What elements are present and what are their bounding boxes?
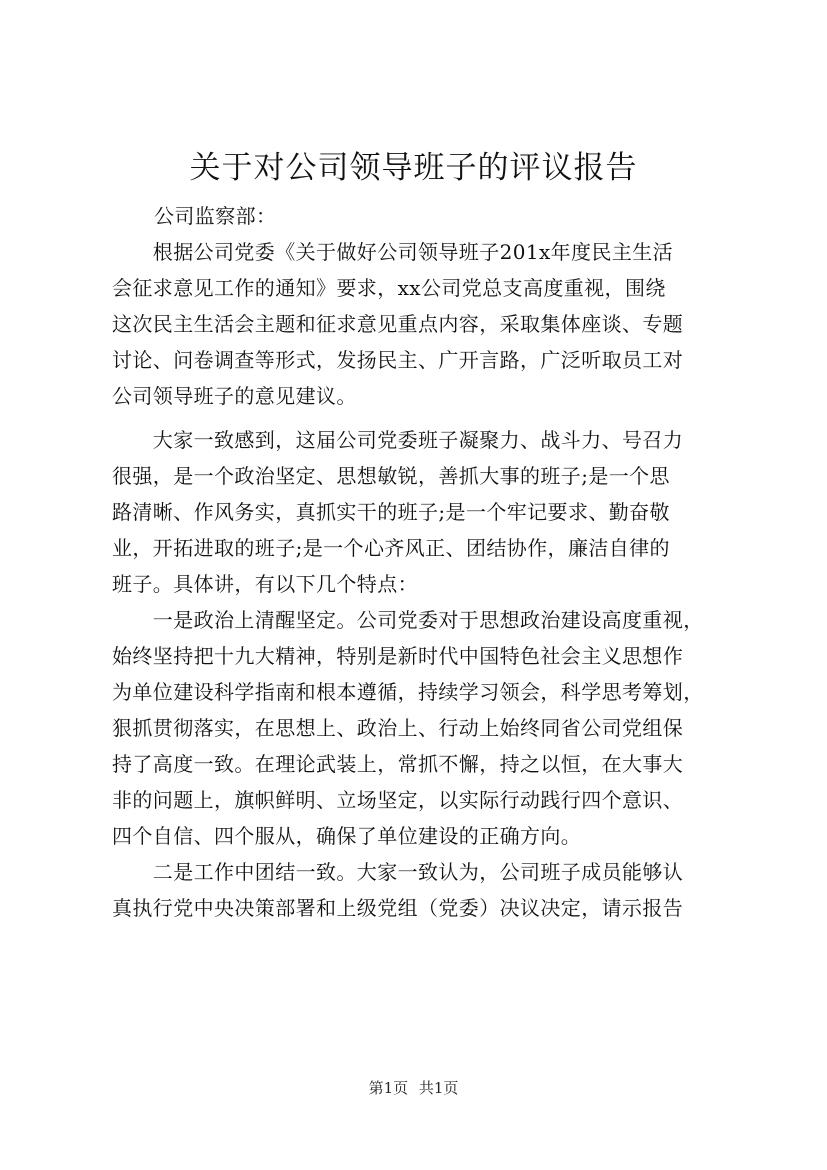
body-line: 公司领导班子的意见建议。 <box>112 384 357 408</box>
body-line: 二是工作中团结一致。大家一致认为，公司班子成员能够认 <box>112 860 684 884</box>
body-line: 这次民主生活会主题和征求意见重点内容，采取集体座谈、专题 <box>112 312 684 336</box>
document-title: 关于对公司领导班子的评议报告 <box>189 150 638 186</box>
document-body <box>112 198 724 926</box>
body-line: 狠抓贯彻落实，在思想上、政治上、行动上始终同省公司党组保 <box>112 716 684 740</box>
body-line: 班子。具体讲，有以下几个特点： <box>112 572 418 596</box>
page-total-label: 共1页 <box>418 1079 459 1097</box>
body-line: 讨论、问卷调查等形式，发扬民主、广开言路，广泛听取员工对 <box>112 348 684 372</box>
body-line: 大家一致感到，这届公司党委班子凝聚力、战斗力、号召力 <box>112 428 684 452</box>
page-footer <box>0 1078 827 1098</box>
body-line: 始终坚持把十九大精神，特别是新时代中国特色社会主义思想作 <box>112 644 684 668</box>
body-line: 为单位建设科学指南和根本遵循，持续学习领会，科学思考筹划， <box>112 680 704 704</box>
body-line: 四个自信、四个服从，确保了单位建设的正确方向。 <box>112 824 582 848</box>
paragraph-gap <box>112 414 724 422</box>
body-line: 非的问题上，旗帜鲜明、立场坚定，以实际行动践行四个意识、 <box>112 788 684 812</box>
body-line: 业，开拓进取的班子;是一个心齐风正、团结协作，廉洁自律的 <box>112 536 670 560</box>
body-line: 一是政治上清醒坚定。公司党委对于思想政治建设高度重视， <box>112 608 704 632</box>
page-number-label: 第1页 <box>368 1079 409 1097</box>
body-line: 根据公司党委《关于做好公司领导班子201x年度民主生活 <box>112 240 674 264</box>
body-line: 持了高度一致。在理论武装上，常抓不懈，持之以恒，在大事大 <box>112 752 684 776</box>
body-line: 会征求意见工作的通知》要求，xx公司党总支高度重视，围绕 <box>112 276 666 300</box>
body-line: 路清晰、作风务实，真抓实干的班子;是一个牢记要求、勤奋敬 <box>112 500 670 524</box>
body-line: 很强，是一个政治坚定、思想敏锐，善抓大事的班子;是一个思 <box>112 464 670 488</box>
salutation-line: 公司监察部： <box>154 204 277 228</box>
body-line: 真执行党中央决策部署和上级党组（党委）决议决定，请示报告 <box>112 896 684 920</box>
